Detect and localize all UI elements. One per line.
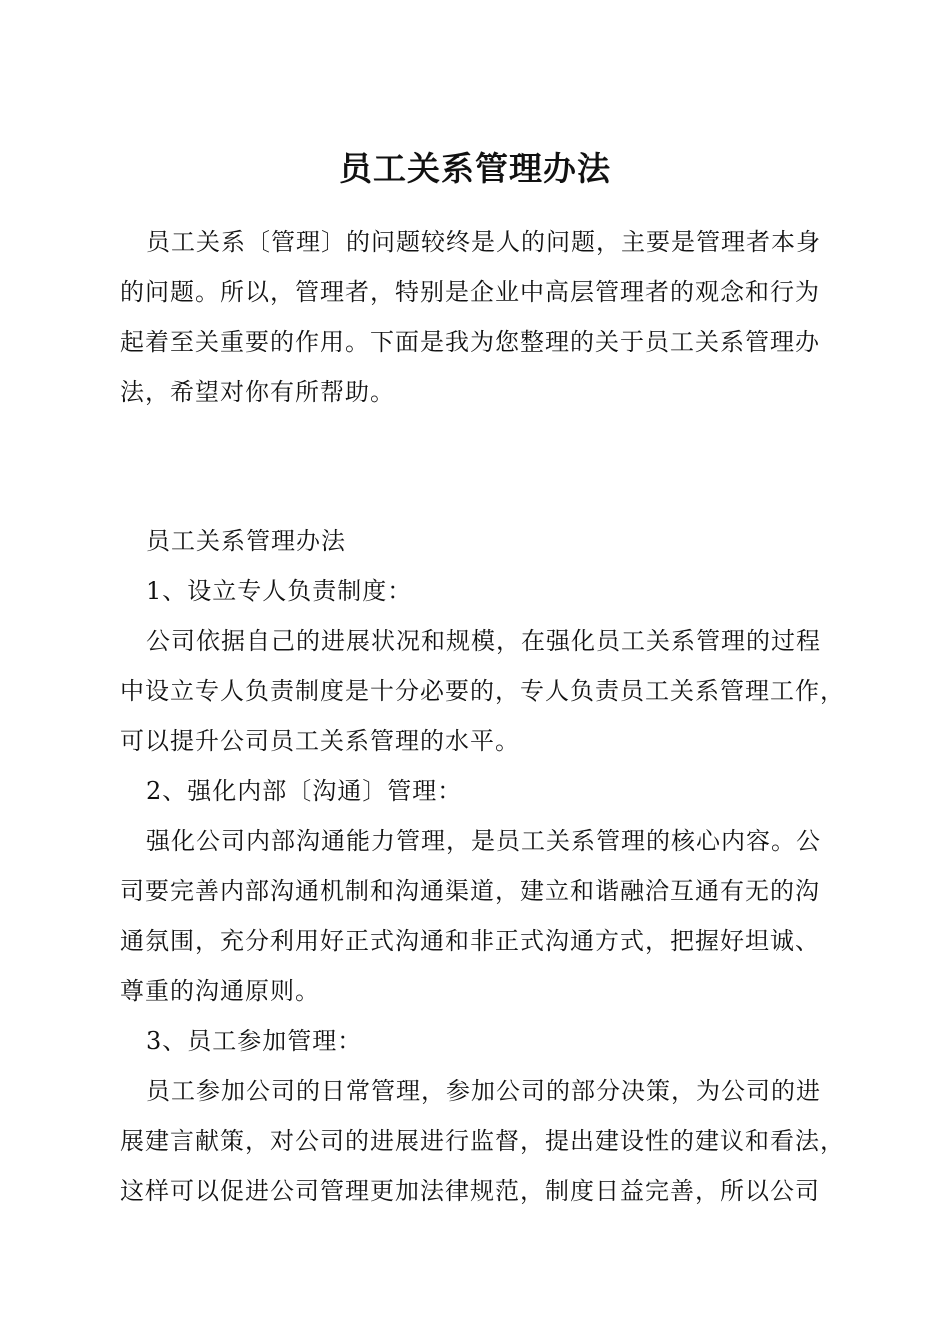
paragraph-line: 强化公司内部沟通能力管理，是员工关系管理的核心内容。公 xyxy=(146,827,821,855)
paragraph-line: 公司依据自己的进展状况和规模，在强化员工关系管理的过程 xyxy=(146,627,821,655)
paragraph-line: 中设立专人负责制度是十分必要的，专人负责员工关系管理工作， xyxy=(120,677,845,705)
paragraph-line: 法，希望对你有所帮助。 xyxy=(120,378,395,406)
item-heading: 2、强化内部〔沟通〕管理： xyxy=(146,777,463,805)
item-heading: 1、设立专人负责制度： xyxy=(146,577,413,605)
paragraph-line: 尊重的沟通原则。 xyxy=(120,977,320,1005)
paragraph-line: 可以提升公司员工关系管理的水平。 xyxy=(120,727,520,755)
paragraph-line: 这样可以促进公司管理更加法律规范，制度日益完善，所以公司 xyxy=(120,1177,820,1205)
paragraph-line: 的问题。所以，管理者，特别是企业中高层管理者的观念和行为 xyxy=(120,278,820,306)
paragraph-line: 展建言献策，对公司的进展进行监督，提出建设性的建议和看法， xyxy=(120,1127,845,1155)
paragraph-line: 员工参加公司的日常管理，参加公司的部分决策，为公司的进 xyxy=(146,1077,821,1105)
paragraph-line: 员工关系〔管理〕的问题较终是人的问题，主要是管理者本身 xyxy=(146,228,821,256)
paragraph-line: 起着至关重要的作用。下面是我为您整理的关于员工关系管理办 xyxy=(120,328,820,356)
item-heading: 3、员工参加管理： xyxy=(146,1027,363,1055)
paragraph-line: 司要完善内部沟通机制和沟通渠道，建立和谐融洽互通有无的沟 xyxy=(120,877,820,905)
paragraph-line: 通氛围，充分利用好正式沟通和非正式沟通方式，把握好坦诚、 xyxy=(120,927,820,955)
document-title: 员工关系管理办法 xyxy=(339,149,611,188)
section-heading: 员工关系管理办法 xyxy=(146,527,346,555)
